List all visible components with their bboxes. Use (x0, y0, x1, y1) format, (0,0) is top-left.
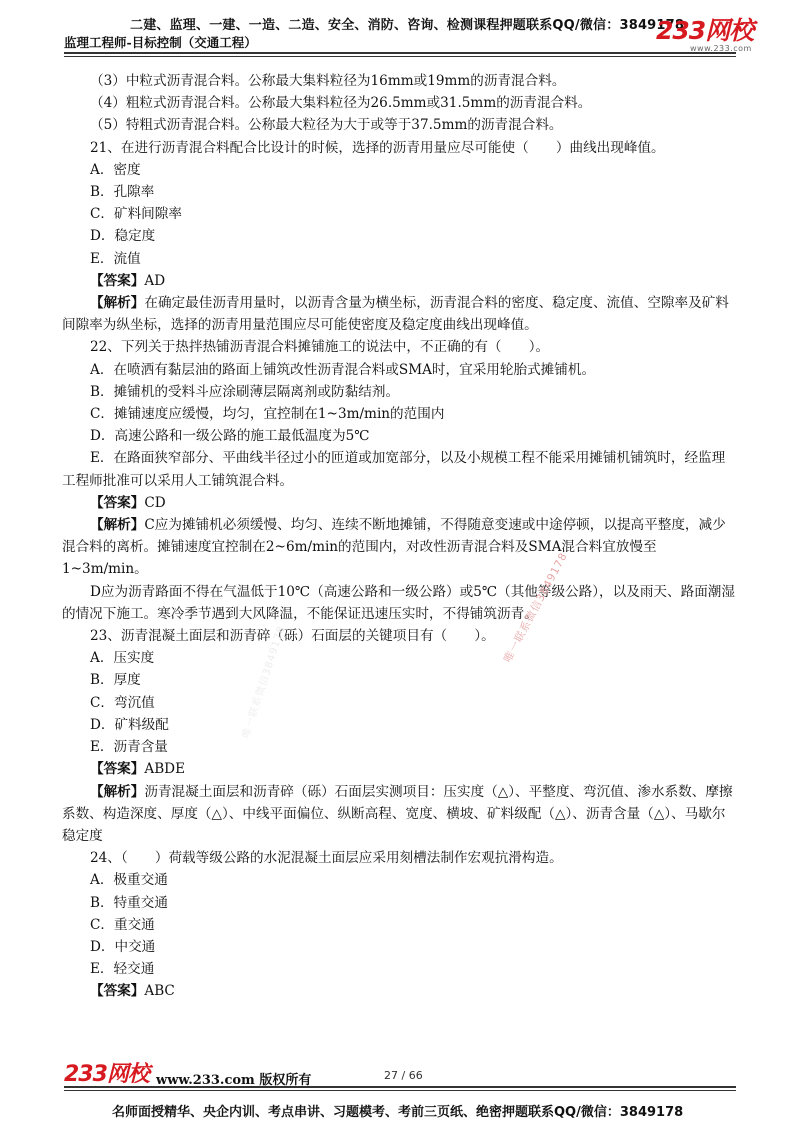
body-line: （4）粗粒式沥青混合料。公称最大集料粒径为26.5mm或31.5mm的沥青混合料。 (90, 95, 592, 112)
option-line: A．在喷洒有黏层油的路面上铺筑改性沥青混合料或SMA时，宜采用轮胎式摊铺机。 (90, 361, 596, 378)
option-line: B．厚度 (90, 672, 141, 689)
watermark-faint: 唯一联系微信3849178 (240, 624, 288, 740)
option-line: B．特重交通 (90, 894, 168, 911)
option-line: D．高速公路和一级公路的施工最低温度为5℃ (90, 428, 370, 445)
footer-logo: 233网校 (64, 1062, 149, 1087)
option-line: A．压实度 (90, 650, 155, 667)
analysis-21 (62, 292, 738, 336)
analysis-22 (62, 514, 738, 581)
analysis-label: 【解析】 (90, 295, 145, 312)
option-line: B．摊铺机的受料斗应涂刷薄层隔离剂或防黏结剂。 (90, 383, 400, 400)
option-line: D．中交通 (90, 938, 156, 955)
header-logo: 233网校 (656, 16, 754, 45)
footer-rule-thin (64, 1090, 736, 1091)
answer-label: 【答案】 (90, 761, 145, 778)
option-line: A．密度 (90, 161, 141, 178)
answer-24 (62, 980, 738, 1002)
option-line: C．弯沉值 (90, 694, 155, 711)
answer-value: ABDE (144, 761, 186, 778)
answer-label: 【答案】 (90, 983, 145, 1000)
option-line: C．矿料间隙率 (90, 206, 182, 223)
answer-value: CD (144, 494, 166, 511)
answer-22 (62, 492, 738, 514)
answer-label: 【答案】 (90, 272, 145, 289)
option-line: E．沥青含量 (90, 739, 168, 756)
question-22: 22、下列关于热拌热铺沥青混合料摊铺施工的说法中，不正确的有（ ）。 (90, 339, 550, 356)
answer-21 (62, 270, 738, 292)
analysis-label: 【解析】 (90, 783, 145, 800)
option-line: E．轻交通 (90, 961, 155, 978)
analysis-text: 在确定最佳沥青用量时，以沥青含量为横坐标，沥青混合料的密度、稳定度、流值、空隙率及矿料间隙率为纵坐标，选择的沥青用量范围应尽可能使密度及稳定度曲线出现峰值。 (62, 295, 729, 334)
watermark: 唯一联系微信3849178 (501, 550, 570, 665)
option-line: D．矿料级配 (90, 716, 169, 733)
answer-value: AD (144, 272, 166, 289)
question-24: 24、（ ）荷载等级公路的水泥混凝土面层应采用刻槽法制作宏观抗滑构造。 (90, 850, 563, 867)
option-line: E．在路面狭窄部分、平曲线半径过小的匝道或加宽部分，以及小规模工程不能采用摊铺机铺筑时，经监理工程师批准可以采用人工铺筑混合料。 (62, 450, 726, 489)
option-line: A．极重交通 (90, 872, 168, 889)
option-line: B．孔隙率 (90, 184, 155, 201)
document-body (62, 70, 738, 1003)
header-rule-thick (64, 52, 736, 54)
option-line: C．重交通 (90, 916, 155, 933)
header-rule-thin (64, 56, 736, 57)
option-line: D．稳定度 (90, 228, 156, 245)
body-line: （5）特粗式沥青混合料。公称最大粒径为大于或等于37.5mm的沥青混合料。 (90, 117, 563, 134)
answer-value: ABC (144, 983, 175, 1000)
analysis-label: 【解析】 (90, 517, 145, 534)
footer-contact-line: 名师面授精华、央企内训、考点串讲、习题模考、考前三页纸、绝密押题联系QQ/微信：3849178 (112, 1105, 684, 1120)
answer-23 (62, 758, 738, 780)
body-line: （3）中粒式沥青混合料。公称最大集料粒径为16mm或19mm的沥青混合料。 (90, 73, 566, 89)
option-line: C．摊铺速度应缓慢，均匀，宜控制在1~3m/min的范围内 (90, 406, 445, 423)
analysis-23 (62, 781, 738, 848)
option-line: E．流值 (90, 250, 141, 267)
question-23: 23、沥青混凝土面层和沥青碎（砾）石面层的关键项目有（ ）。 (90, 628, 495, 645)
footer-site-copyright: www.233.com 版权所有 (156, 1073, 312, 1088)
page-indicator: 27 / 66 (384, 1069, 423, 1082)
answer-label: 【答案】 (90, 494, 145, 511)
question-21: 21、在进行沥青混合料配合比设计的时候，选择的沥青用量应尽可能使（ ）曲线出现峰值。 (90, 139, 665, 156)
analysis-text: C应为摊铺机必须缓慢、均匀、连续不断地摊铺，不得随意变速或中途停顿，以提高平整度，减少混合料的离析。摊铺速度宜控制在2~6m/min的范围内，对改性沥青混合料及SMA混合料宜放慢至1~3m/min。 (62, 517, 726, 578)
analysis-text: 沥青混凝土面层和沥青碎（砾）石面层实测项目：压实度（△）、平整度、弯沉值、渗水系数、摩擦系数、构造深度、厚度（△）、中线平面偏位、纵断高程、宽度、横坡、矿料级配（△）、沥青含量（△）、马歇尔稳定度 (62, 783, 733, 844)
footer-rule-thick (64, 1086, 736, 1088)
analysis-22-continued: D应为沥青路面不得在气温低于10℃（高速公路和一级公路）或5℃（其他等级公路），以及雨天、路面潮湿的情况下施工。寒冷季节遇到大风降温，不能保证迅速压实时，不得铺筑沥青。 (62, 583, 735, 622)
header-subtitle: 监理工程师-目标控制（交通工程） (64, 35, 257, 50)
header-contact-line: 二建、监理、一建、一造、二造、安全、消防、咨询、检测课程押题联系QQ/微信：3849178 (130, 18, 685, 33)
header-logo-url: www.233.com (690, 44, 752, 53)
